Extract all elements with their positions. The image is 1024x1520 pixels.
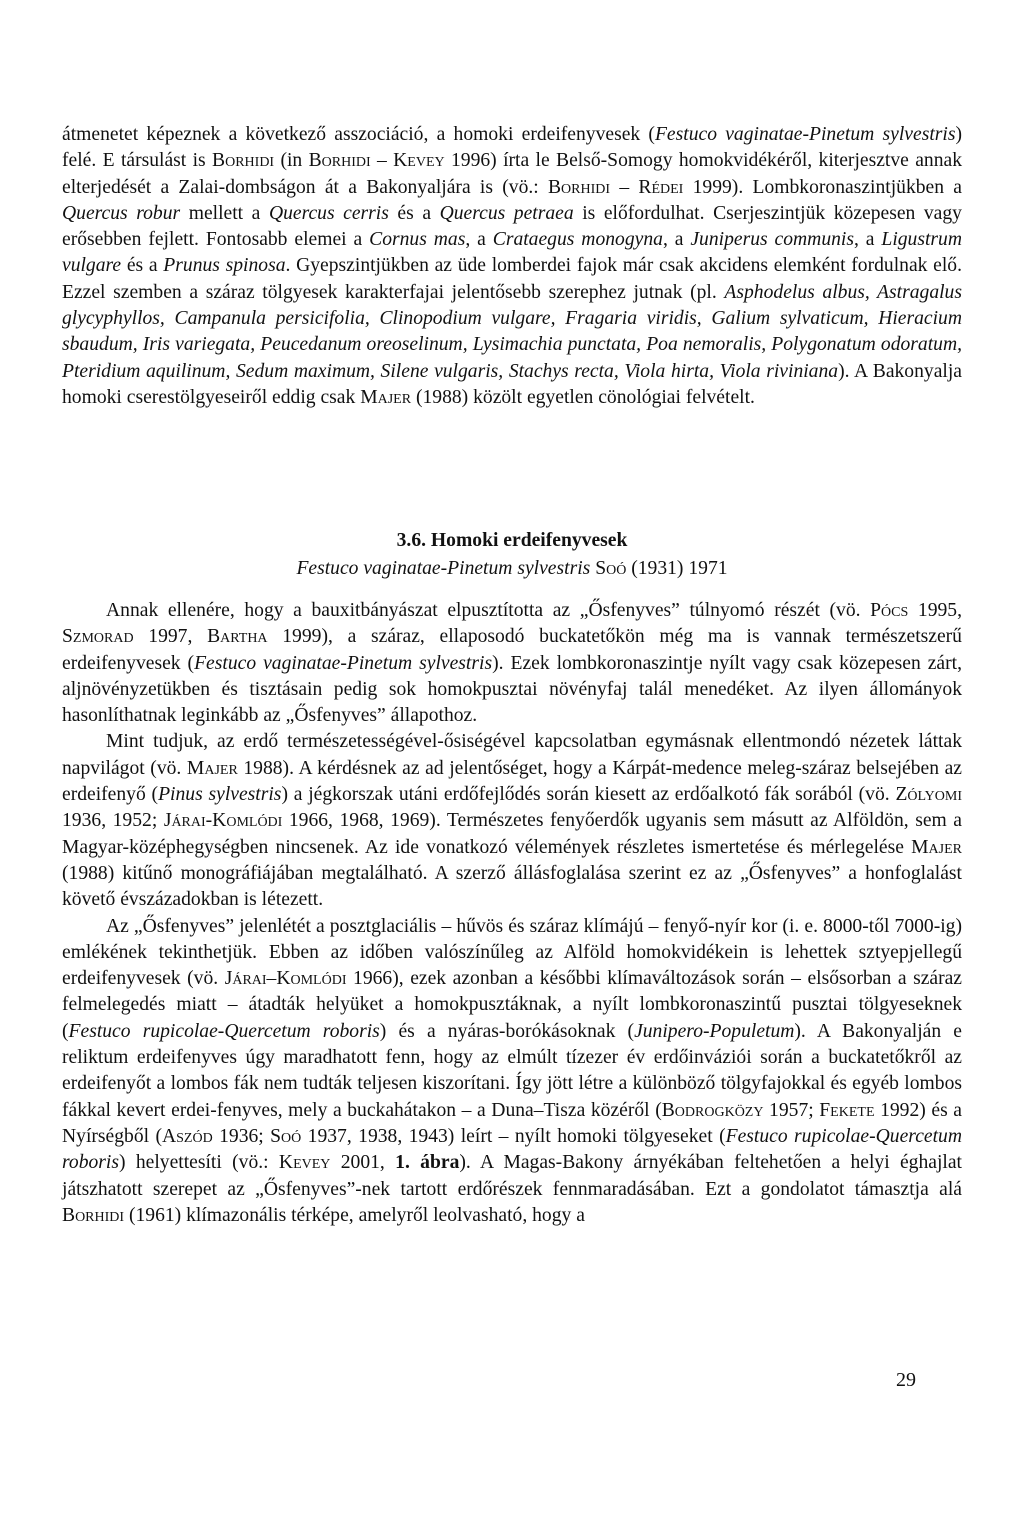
author-name: Pócs [870,600,909,621]
text-run: (1988) kitűnő monográfiájában megtalálható. A szerző állásfoglalása szerint ez az „Ősfenyves” a honfoglalást követő évszázadokban is létezett. [62,862,962,911]
author-name: Fekete [819,1099,875,1121]
author-name: Járai-Komlódi [163,810,283,832]
author-name: Borhidi [212,150,275,172]
text-run: ). Ezek lombkoronaszintje nyílt vagy csak közepesen zárt, aljnövényzetükben és tisztásain pedig sok homokpusztai növényfaj talál menedéket. Az ilyen állományok hasonlíthatnak leginkább az „Ősfenyves” állapothoz. [62,652,962,727]
text-run: ) a jégkorszak utáni erdőfejlődés során kiesett az erdőalkotó fák sorából (vö. [281,784,896,806]
author-name: Járai–Komlódi [224,968,347,990]
text-run: 1966), ezek azonban a későbbi klímaváltozások során – elsősorban a száraz felmelegedés miatt – átadták helyüket a homokpusztáknak, a nyílt lombkoronaszintű pusztai tölgyeseknek ( [62,968,963,1042]
text-run: 1936; [212,1125,271,1147]
author-name: Aszód [162,1125,213,1147]
author-name: Borhidi [547,176,611,198]
body-paragraph-2 [62,729,962,913]
italic-run: Junipero-Populetum [634,1020,795,1042]
text-run: – [610,176,639,198]
italic-run: Juniperus communis [690,229,854,251]
text-run: átmenetet képeznek a következő asszociáció, a homoki erdeifenyvesek ( [62,124,655,145]
text-run: Az „Ősfenyves” jelenlétét a posztglaciális – hűvös és száraz klímájú – fenyő-nyír kor (i. e. 8000-től 7000-ig) emlékének tekinthetjük. Ebben az időben valószínűleg az Alföld homokvidékein is lehettek sztyepjellegű erdeifenyvesek (vö. [62,915,962,990]
author-name: Zólyomi [895,784,962,806]
author-name: Bodrogközy [661,1099,764,1121]
text-run: (1961) klímazonális térképe, amelyről leolvasható, hogy a [124,1204,585,1226]
text-run: ) helyettesíti (vö.: [118,1152,279,1174]
text-run: ) és a nyáras-borókásoknak ( [379,1020,635,1042]
intro-paragraph [62,122,962,411]
text-run: 1995, [908,600,963,621]
italic-run: Festuco vaginatae-Pinetum sylvestris [654,124,956,145]
text-run: (1988) közölt egyetlen cönológiai felvételt. [411,386,755,408]
italic-run: Asphodelus albus, Astragalus glycyphyllos, Campanula persicifolia, Clinopodium vulgare, Fragaria viridis, Galium sylvaticum, Hieracium sbaudum, Iris variegata, Peucedanum oreoselinum, Lysimachia punctata, Poa nemoralis, Polygonatum odoratum, Pteridium aquilinum, Sedum maximum, Silene vulgaris, Stachys recta, Viola hirta, Viola riviniana [62,281,962,382]
text-run: 1966, 1968, 1969). Természetes fenyőerdők ugyanis sem másutt az Alföldön, sem a Magyar-középhegységben nincsenek. Az ide vonatkozó vélemények részletes ismertetése és mérlegelése [62,810,963,858]
text-run: – [370,150,394,172]
text-run: Annak ellenére, hogy a bauxitbányászat elpusztította az „Ősfenyves” túlnyomó részét (vö. [106,600,871,621]
text-run: mellett a [180,202,269,224]
italic-run: Quercus cerris [268,202,389,224]
text-run: 1997, [133,626,208,648]
italic-run: Quercus petraea [439,202,574,224]
bold-run: 1. ábra [395,1152,460,1174]
text-run: Mint tudjuk, az erdő természetességével-ősiségével kapcsolatban egymásnak ellentmondó nézetek láttak napvilágot (vö. [62,731,962,779]
text-run: 1999), a száraz, ellaposodó buckatetőkön még ma is vannak természetszerű erdeifenyvesek ( [62,626,962,674]
italic-run: Quercus robur [62,202,181,224]
text-run: is előfordulhat. Cserjeszintjük közepesen vagy erősebben fejlett. Fontosabb elemei a [62,202,962,251]
text-run: , a [854,229,882,251]
italic-run: Cornus mas [369,229,466,251]
text-run: 2001, [330,1152,396,1174]
italic-run: Festuco rupicolae-Quercetum roboris [62,1125,962,1174]
author-name: Kevey [393,150,445,172]
italic-run: Festuco vaginatae-Pinetum sylvestris [296,558,591,579]
author-name: Majer [911,836,962,858]
italic-run: Pinus sylvestris [158,784,282,806]
text-run: . Gyepszintjükben az üde lomberdei fajok már csak akcidens elemként fordulnak elő. Ezzel szemben a száraz tölgyesek karakterfajai jelentősebb szerephez jutnak (pl. [62,255,962,303]
author-name: Soó [270,1125,302,1147]
text-run: 1999). Lombkoronaszintjükben a [683,176,962,198]
section-subtitle [0,556,1024,582]
text-run: 1992) és a Nyírségből ( [62,1099,962,1147]
text-run: , a [465,229,493,251]
italic-run: Crataegus monogyna [492,229,663,251]
author-name: Bartha [207,626,268,648]
author-name: Borhidi [308,150,371,172]
text-run: és a [121,255,164,277]
text-run: ) felé. E társulást is [62,124,962,172]
author-name: Majer [360,386,412,408]
italic-run: Ligustrum vulgare [62,229,962,277]
body-paragraph-3 [62,914,962,1230]
text-run: ). A Magas-Bakony árnyékában feltehetően a helyi éghajlat játszhatott szerepet az „Ősfenyves”-nek tartott erdőrészek fennmaradásában. Ezt a gondolatot támasztja alá [62,1152,963,1200]
italic-run: Festuco vaginatae-Pinetum sylvestris [194,652,493,674]
page-number: 29 [896,1369,916,1391]
text-run: 1988). A kérdésnek az ad jelentőséget, hogy a Kárpát-medence meleg-száraz belsejében az erdeifenyő ( [62,757,962,806]
author-name: Szmorad [62,626,134,648]
body-paragraph-1 [62,598,962,729]
text-run: ). A Bakonyalja homoki cserestölgyeseiről eddig csak [62,360,962,408]
text-run: (1931) 1971 [626,558,728,579]
text-run: (in [274,150,309,172]
text-run: és a [388,202,440,224]
author-name: Soó [595,558,627,579]
section-heading: 3.6. Homoki erdeifenyvesek [396,530,628,551]
text-run: 1996) írta le Belső-Somogy homokvidékéről, kiterjesztve annak elterjedését a Zalai-dombságon át a Bakonyaljára is (vö.: [62,150,962,198]
author-name: Borhidi [62,1204,125,1226]
italic-run: Prunus spinosa [163,255,286,277]
text-run: 1957; [763,1099,820,1121]
author-name: Majer [186,757,238,779]
italic-run: Festuco rupicolae-Quercetum roboris [68,1020,380,1042]
author-name: Rédei [638,176,684,198]
section-body [62,598,962,1229]
text-run: 1937, 1938, 1943) leírt – nyílt homoki tölgyeseket ( [301,1125,726,1147]
text-run: ). A Bakonyalján e reliktum erdeifenyves úgy maradhatott fenn, hogy az elmúlt tízezer év erdőinváziói során a buckatetőkről az erdeifenyőt a lombos fák nem tudták teljesen kiszorítani. Így jött létre a különböző tölgyfajokkal és egyéb lombos fákkal kevert erdei-fenyves, mely a buckahátakon – a Duna–Tisza közéről ( [62,1020,962,1121]
author-name: Kevey [278,1152,331,1174]
text-run: 1936, 1952; [62,810,164,832]
text-run: , a [662,229,691,251]
